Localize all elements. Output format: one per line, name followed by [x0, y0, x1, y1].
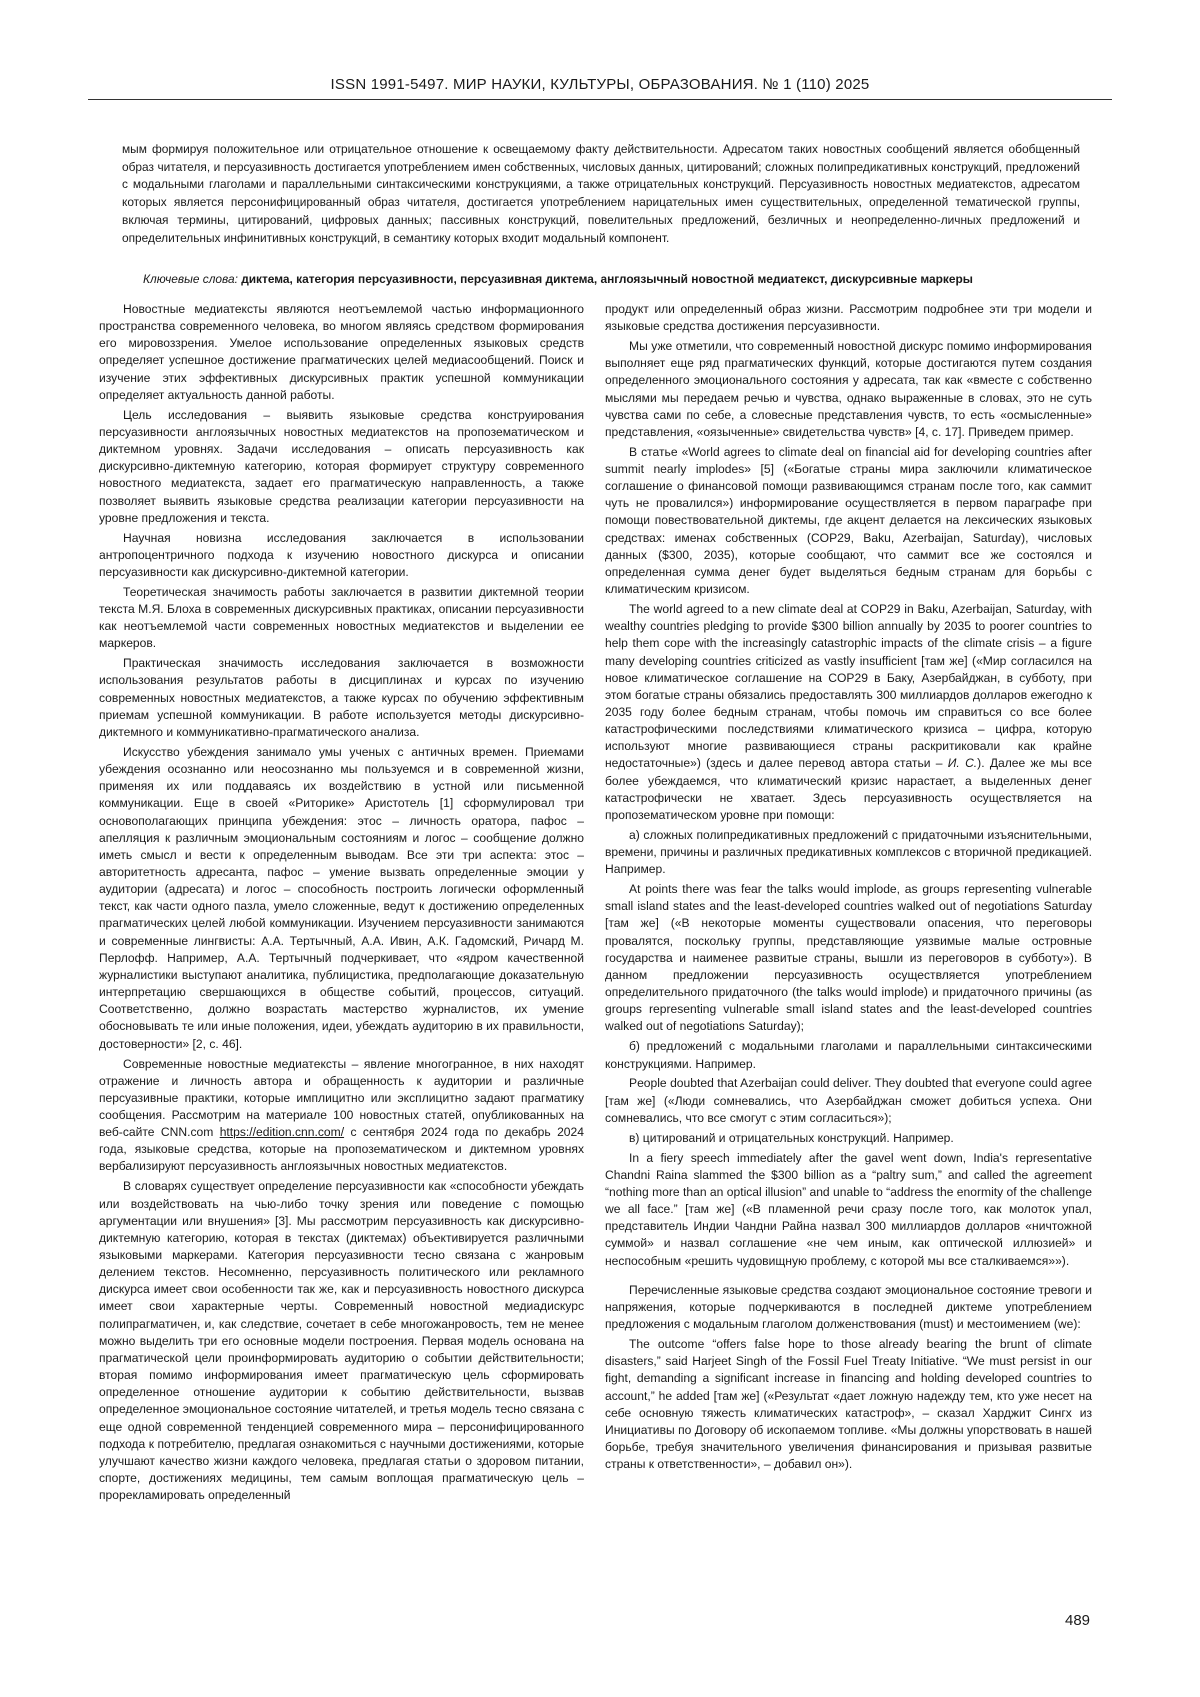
paragraph-text: The world agreed to a new climate deal at COP29 in Baku, Azerbaijan, Saturday, with wealthy countries pledging to provide $300 billion annually by 2035 to poorer countries to help them cope with the increasingly catastrophic impacts of the climate crisis – a figure many developing countries criticized as vastly insufficient [там же] («Мир согласился на новое климатическое соглашение на COP29 в Баку, Азербайджан, в субботу, при этом богатые страны обязались предоставлять 300 миллиардов долларов ежегодно к 2035 году более бедным странам, чтобы помочь им справиться со все более катастрофическими последствиями климатического кризиса – цифра, которую используют многие развивающиеся страны раскритиковали как крайне недостаточные») (здесь и далее перевод автора статьи – [605, 602, 1092, 771]
cnn-link[interactable]: https://edition.cnn.com/ [219, 1125, 345, 1140]
header-divider [88, 99, 1112, 100]
paragraph: в) цитирований и отрицательных конструкций. Например. [629, 1130, 954, 1145]
paragraph-text: с сентября 2024 года по декабрь 2024 года, языковые средства, которые на пропозематическом и диктемном уровнях вербализируют персуазивность англоязычных новостных медиатекстов. [99, 1125, 584, 1174]
keywords-line [143, 271, 1093, 289]
paragraph: Перечисленные языковые средства создают эмоциональное состояние тревоги и напряжения, которые подчеркиваются в последней диктеме употреблением предложения с модальным глаголом долженствования (must) и местоимением (we): [605, 1282, 1092, 1332]
left-column [99, 301, 584, 1507]
paragraph: At points there was fear the talks would implode, as groups representing vulnerable small island states and the least-developed countries walked out of negotiations Saturday [там же] («В некоторые моменты существовали опасения, что переговоры провалятся, поскольку группы, представляющие уязвимые малые островные государства и наименее развитые страны, вышли из переговоров в субботу»). В данном предложении персуазивность осуществляется употреблением определительного придаточного (the talks would implode) и придаточного причины (as groups representing vulnerable small island states and the least-developed countries walked out of negotiations Saturday); [605, 882, 1092, 1034]
paragraph: Научная новизна исследования заключается в использовании антропоцентричного подхода к изучению новостного дискурса и описании персуазивности как дискурсивно-диктемной категории. [99, 530, 584, 579]
paragraph: Практическая значимость исследования заключается в возможности использования результатов работы в дисциплинах и курсах по изучению современных новостных медиатекстов, а также курсах по обучению эффективным приемам успешной коммуникации. В работе используется методы дискурсивно-диктемного и коммуникативно-прагматического анализа. [99, 656, 584, 739]
paragraph-text: Современные новостные медиатексты – явление многогранное, в них находят отражение и личность автора и обращенность к аудитории и различные персуазивные практики, которые имплицитно или эксплицитно задают прагматику сообщения. Рассмотрим на материале 100 новостных статей, опубликованных на веб-сайте CNN.com [99, 1056, 584, 1140]
paragraph: В словарях существует определение персуазивности как «способности убеждать или воздействовать на чью-либо точку зрения или поведение с помощью аргументации или внушения» [3]. Мы рассмотрим персуазивность как дискурсивно-диктемную категорию, которая в текстах (диктемах) объективируется различными языковыми маркерами. Категория персуазивности тесно связана с жанровым делением текстов. Несомненно, персуазивность политического или рекламного дискурса имеет свои особенности так же, как и персуазивность новостного дискурса имеет свои характерные черты. Современный новостной медиадискурс полипрагматичен, и, как следствие, сочетает в себе многожанровость, тем не менее можно выделить три его основные модели построения. Первая модель основана на прагматической цели проинформировать аудиторию о событии действительности; вторая помимо информирования имеет прагматическую цель сформировать определенное отношение аудитории к событию действительности, вызвав определенное эмоциональное состояние читателей, и третья модель тесно связана с еще одной современной тенденцией современного мира – персонифицированного подхода к потребителю, предлагая ознакомиться с научными достижениями, которые улучшают качество жизни каждого человека, предлагая статьи о здоровом питании, спорте, достижениях медицины, тем самым воплощая прагматическую цель – прорекламировать определенный [99, 1179, 584, 1503]
paragraph: б) предложений с модальными глаголами и параллельными синтаксическими конструкциями. Например. [605, 1039, 1092, 1071]
paragraph: а) сложных полипредикативных предложений с придаточными изъяснительными, времени, причины и различных предикативных комплексов с вторичной предикацией. Например. [605, 827, 1092, 877]
paragraph [99, 1056, 584, 1176]
page-number: 489 [1065, 1612, 1091, 1629]
paragraph [605, 601, 1092, 824]
paragraph: В статье «World agrees to climate deal on financial aid for developing countries after summit nearly implodes» [5] («Богатые страны мира заключили климатическое соглашение о финансовой помощи развивающимся странам после того, как саммит чуть не провалился») информирование осуществляется в первом параграфе при помощи повествовательной диктемы, где акцент делается на лексических языковых средствах: именах собственных (COP29, Baku, Azerbaijan, Saturday), числовых данных ($300, 2035), которые сообщают, что саммит все же состоялся и определенная сумма денег будет выделяться бедным странам для борьбы с климатическим кризисом. [605, 444, 1092, 597]
paragraph: Теоретическая значимость работы заключается в развитии диктемной теории текста М.Я. Блоха в современных дискурсивных практиках, описании персуазивности как неотъемлемой части современных новостных медиатекстов и выделении ее маркеров. [99, 584, 584, 651]
paragraph: The outcome “offers false hope to those already bearing the brunt of climate disasters,” said Harjeet Singh of the Fossil Fuel Treaty Initiative. “We must persist in our fight, demanding a significant increase in financing and holding developed countries to account,” he added [там же] («Результат «дает ложную надежду тем, кто уже несет на себе основную тяжесть климатических катастроф», – сказал Харджит Сингх из Инициативы по Договору об ископаемом топливе. «Мы должны упорствовать в нашей борьбе, требуя значительного увеличения финансирования и призывая развитые страны к ответственности», – добавил он»). [605, 1337, 1092, 1472]
abstract-text: мым формируя положительное или отрицательное отношение к освещаемому факту действительности. Адресатом таких новостных сообщений является обобщенный образ читателя, и персуазивность достигается употреблением имен собственных, числовых данных, цитирований; сложных полипредикативных конструкций, предложений с модальными глаголами и параллельными синтаксическими конструкциями, а также отрицательных конструкций. Персуазивность новостных медиатекстов, адресатом которых является персонифицированный образ читателя, достигается употреблением нарицательных имен существительных, определенной тематической группы, включая термины, цитирований, цифровых данных; пассивных конструкций, повелительных предложений, безличных и неопределенно-личных предложений и определительных инфинитивных конструкций, в семантику которых входит модальный компонент. [122, 142, 1080, 245]
paragraph: Новостные медиатексты являются неотъемлемой частью информационного пространства современного человека, во многом являясь средством формирования его мировоззрения. Умелое использование определенных языковых средств определяет успешное достижение прагматических целей медиасообщений. Поиск и изучение этих эффективных дискурсивных практик успешной коммуникации определяет актуальность данной работы. [99, 302, 584, 402]
paragraph: продукт или определенный образ жизни. Рассмотрим подробнее эти три модели и языковые средства достижения персуазивности. [605, 302, 1092, 334]
author-initials: И. С. [947, 756, 978, 771]
paragraph: Мы уже отметили, что современный новостной дискурс помимо информирования выполняет еще ряд прагматических функций, которые достигаются путем создания определенного эмоционального состояния у адресата, так как «вместе с собственно мыслями мы передаем речью и чувства, однако выраженные в словах, это не суть чувства сами по себе, а словесные представления чувств, то есть «осмысленные» представления, «оязыченные» свидетельства чувств» [4, с. 17]. Приведем пример. [605, 339, 1092, 439]
paragraph: People doubted that Azerbaijan could deliver. They doubted that everyone could agree [там же] («Люди сомневались, что Азербайджан сможет добиться успеха. Они сомневались, что все смогут с этим согласиться»); [605, 1076, 1092, 1125]
journal-header: ISSN 1991-5497. МИР НАУКИ, КУЛЬТУРЫ, ОБРАЗОВАНИЯ. № 1 (110) 2025 [330, 76, 870, 93]
paragraph-text: ). Далее же мы все более убеждаемся, что климатический кризис нарастает, а выделенных денег катастрофически не хватает. Здесь персуазивность осуществляется на пропозематическом уровне при помощи: [605, 756, 1092, 822]
right-column [605, 301, 1092, 1476]
paragraph: Цель исследования – выявить языковые средства конструирования персуазивности англоязычных новостных медиатекстов на пропозематическом и диктемном уровнях. Задачи исследования – описать персуазивность как дискурсивно-диктемную категорию, которая формирует структуру современного новостного медиатекста, задает его прагматическую направленность, а также позволяет выявить языковые средства реализации категории персуазивности на уровне предложения и текста. [99, 407, 584, 525]
paragraph: In a fiery speech immediately after the gavel went down, India's representative Chandni Raina slammed the $300 billion as a “paltry sum,” and called the agreement “nothing more than an optical illusion” and unable to “address the enormity of the challenge we all face.” [там же] («В пламенной речи сразу после того, как молоток упал, представитель Индии Чандни Райна назвал 300 миллиардов долларов «ничтожной суммой» и назвал соглашение «не чем иным, как оптической иллюзией» и неспособным «решить чудовищную проблему, с которой мы все сталкиваемся»»). [605, 1150, 1092, 1268]
keywords-label: Ключевые слова: [143, 272, 238, 286]
paragraph: Искусство убеждения занимало умы ученых с античных времен. Приемами убеждения осознанно или неосознанно мы пользуемся и в современной жизни, применяя их или поддаваясь их воздействию в устной или письменной коммуникации. Еще в своей «Риторике» Аристотель [1] сформулировал три основополагающих принципа убеждения: этос – личность оратора, пафос – апелляция к различным эмоциональным состояниям и логос – сообщение должно иметь смысл и вести к определенным выводам. Все эти три аспекта: этос – авторитетность адресанта, пафос – умение вызвать определенные эмоции у аудитории (адресата) и логос – способность построить логически оформленный текст, как части одного пазла, умело сложенные, ведут к достижению определенных прагматических целей любой коммуникации. Изучением персуазивности занимаются и современные лингвисты: А.А. Тертычный, А.А. Ивин, А.К. Гадомский, Ричард М. Перлофф. Например, А.А. Тертычный подчеркивает, что «ядром качественной журналистики выступают аналитика, публицистика, предполагающие доказательную интерпретацию свершающихся в обществе событий, процессов, ситуаций. Соответственно, должно возрастать мастерство журналистов, их умение обосновывать те или иные положения, идеи, убеждать аудиторию в их правильности, достоверности» [2, с. 46]. [99, 744, 584, 1051]
keywords-value: диктема, категория персуазивности, персуазивная диктема, англоязычный новостной медиатекст, дискурсивные маркеры [241, 272, 973, 286]
